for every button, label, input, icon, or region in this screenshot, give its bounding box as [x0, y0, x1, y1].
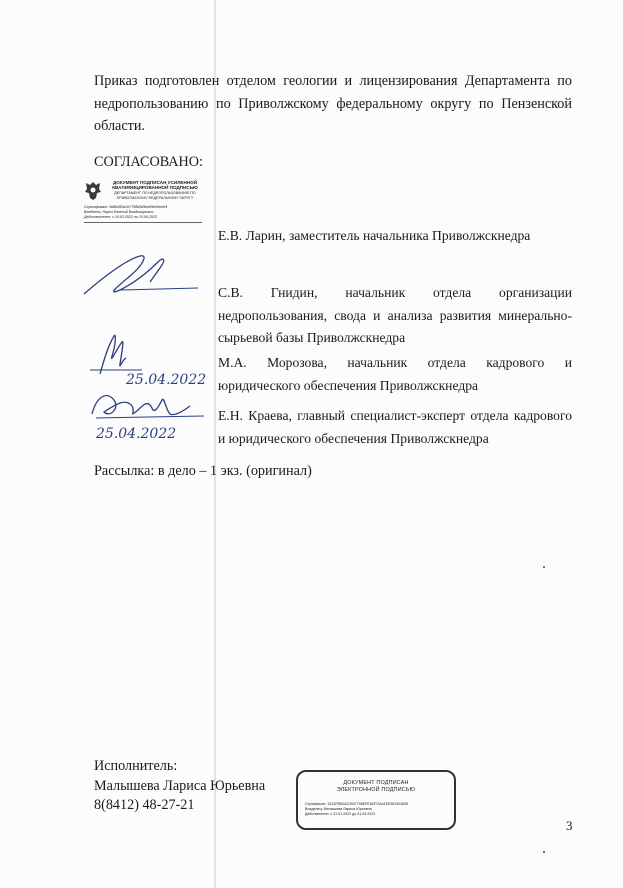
esign-validity: Действителен: с 31.01.2022 до 31.05.2023	[305, 812, 376, 816]
handwritten-date-2: 25.04.2022	[96, 426, 177, 442]
stamp-title: ДОКУМЕНТ ПОДПИСАН УСИЛЕННОЙ КВАЛИФИЦИРОВАННОЙ ПОДПИСЬЮ	[112, 180, 198, 191]
scan-speck	[543, 566, 545, 568]
handwritten-date-1: 25.04.2022	[126, 372, 207, 388]
handwritten-signature-kraeva	[86, 386, 216, 444]
esign-title-line1: ДОКУМЕНТ ПОДПИСАН	[343, 780, 409, 786]
executor-name: Малышева Лариса Юрьевна	[94, 777, 266, 794]
esign-details	[305, 802, 454, 817]
stamp-owner: Владелец: Ларин Евгений Владимирович	[84, 210, 154, 214]
signatory-morozova: М.А. Морозова, начальник отдела кадрового и юридического обеспечения Приволжскнедра	[218, 355, 572, 393]
scan-speck	[543, 851, 545, 853]
stamp-organization: ДЕПАРТАМЕНТ ПО НЕДРОПОЛЬЗОВАНИЮ ПО ПРИВОЛЖСКОМУ ФЕДЕРАЛЬНОМУ ОКРУГУ	[114, 191, 196, 200]
distribution-line: Рассылка: в дело – 1 экз. (оригинал)	[94, 463, 312, 479]
signatory-larin: Е.В. Ларин, заместитель начальника Приволжскнедра	[218, 228, 531, 243]
handwritten-signature-gnidin	[80, 250, 210, 300]
qualified-signature-stamp	[84, 180, 208, 234]
intro-paragraph: Приказ подготовлен отделом геологии и лицензирования Департамента по недропользованию по Приволжскому федеральному округу по Пензенской области.	[94, 73, 572, 134]
esign-certificate: Сертификат: 1512FB50421ЕВ7798ЕFЕ6СРОА41ЕЕ5Е2616DВ	[305, 802, 408, 806]
coat-of-arms-icon	[84, 180, 102, 202]
electronic-signature-box	[296, 770, 456, 830]
stamp-certificate: Сертификат: 5d8b080a3e7798b5d5be89d3ebe84	[84, 205, 168, 209]
signatory-kraeva: Е.Н. Краева, главный специалист-эксперт отдела кадрового и юридического обеспечения Приволжскнедра	[218, 408, 572, 446]
executor-block	[94, 757, 265, 816]
esign-title-line2: ЭЛЕКТРОННОЙ ПОДПИСЬЮ	[336, 787, 416, 793]
executor-label: Исполнитель:	[94, 758, 178, 774]
handwritten-signature-morozova	[86, 330, 216, 390]
signatory-gnidin: С.В. Гнидин, начальник отдела организации недропользования, свода и анализа развития минерально-сырьевой базы Приволжскнедра	[218, 285, 572, 345]
page-number: 3	[566, 818, 573, 833]
esign-title	[298, 780, 454, 794]
stamp-underline	[84, 222, 202, 223]
agreed-label: СОГЛАСОВАНО:	[94, 154, 203, 170]
stamp-validity: Действителен: с 24.03.2022 по 15.06.2023	[84, 215, 157, 219]
esign-owner: Владелец: Малышева Лариса Юрьевна	[305, 807, 372, 811]
executor-phone: 8(8412) 48-27-21	[94, 797, 195, 813]
